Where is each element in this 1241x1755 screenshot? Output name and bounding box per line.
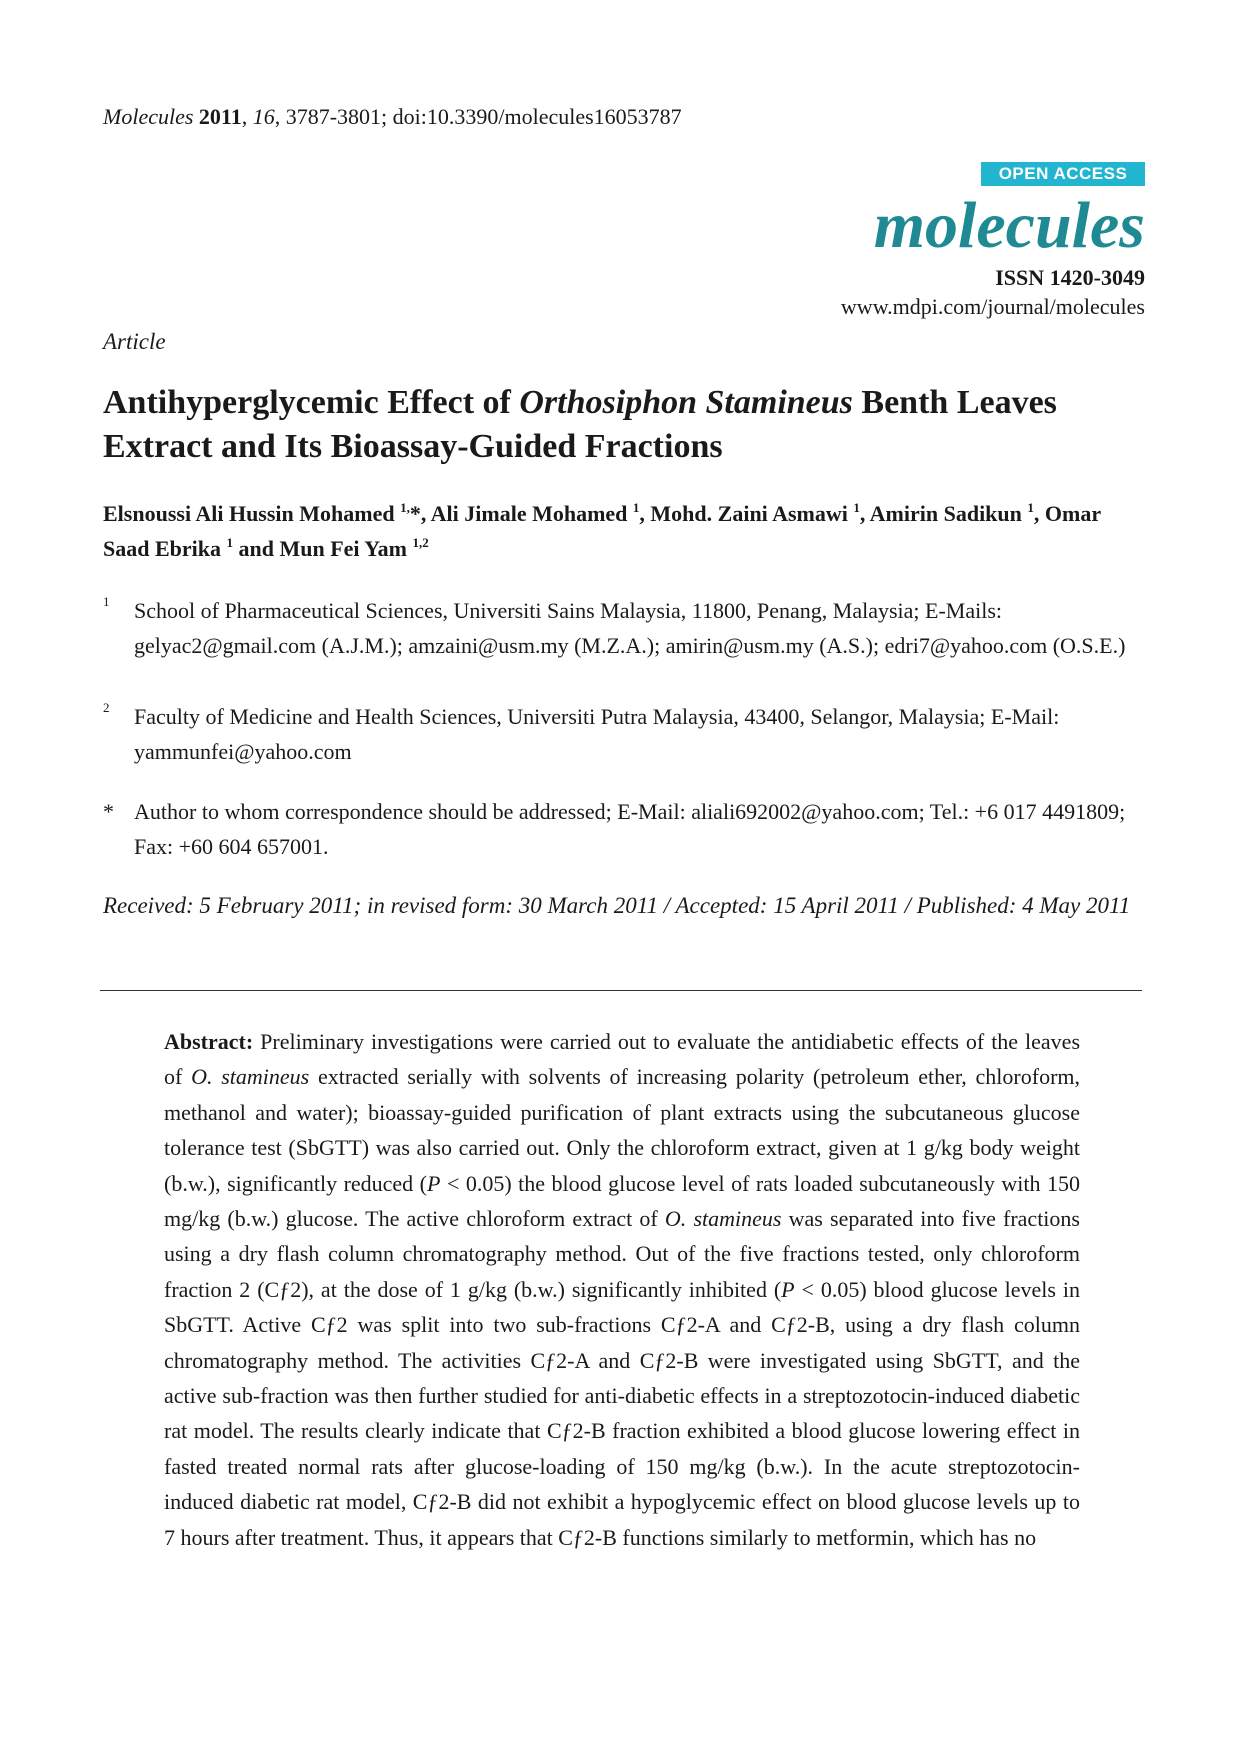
author-list xyxy=(103,496,1133,566)
correspondence-note xyxy=(103,794,1143,864)
correspondence-marker: * xyxy=(103,799,114,824)
abstract-species: O. stamineus xyxy=(191,1064,310,1090)
author-affiliation-mark: 1 xyxy=(226,535,233,550)
header-divider xyxy=(100,990,1142,991)
correspondence-text: Author to whom correspondence should be addressed; E-Mail: aliali692002@yahoo.com; Tel.: +6 017 4491809; Fax: +60 604 657001. xyxy=(134,799,1126,859)
affiliation-marker: 2 xyxy=(103,700,110,715)
author-affiliation-mark: 1 xyxy=(1027,500,1034,515)
author-name: Ali Jimale Mohamed xyxy=(430,501,633,526)
citation-line: Molecules 2011, 16, 3787-3801; doi:10.3390/molecules16053787 xyxy=(103,104,682,129)
abstract-label: Abstract: xyxy=(164,1029,254,1054)
author-affiliation-mark: 1 xyxy=(853,500,860,515)
abstract-p-symbol: P xyxy=(781,1276,795,1302)
paper-title xyxy=(103,381,1103,469)
abstract xyxy=(164,1024,1080,1555)
author-affiliation-mark: 1,2 xyxy=(412,535,429,550)
abstract-text: < 0.05) blood glucose levels in SbGTT. Active Cƒ2 was split into two sub-fractions Cƒ2-A and Cƒ2-B, using a dry flash column chromatography method. The activities Cƒ2-A and Cƒ2-B were investigated using SbGTT, and the active sub-fraction was then further studied for anti-diabetic effects in a streptozotocin-induced diabetic rat model. The results clearly indicate that Cƒ2-B fraction exhibited a blood glucose lowering effect in fasted treated normal rats after glucose-loading of 150 mg/kg (b.w.). In the acute streptozotocin-induced diabetic rat model, Cƒ2-B did not exhibit a hypoglycemic effect on blood glucose levels up to 7 hours after treatment. Thus, it appears that Cƒ2-B functions similarly to metformin, which has no xyxy=(164,1276,1080,1550)
author-separator: , xyxy=(859,501,870,526)
affiliation-text: Faculty of Medicine and Health Sciences, Universiti Putra Malaysia, 43400, Selangor, Malaysia; E-Mail: yammunfei@yahoo.com xyxy=(134,704,1060,764)
article-type: Article xyxy=(103,329,166,354)
author-separator: , xyxy=(639,501,651,526)
title-part-1: Antihyperglycemic Effect of xyxy=(103,384,520,421)
affiliation-marker: 1 xyxy=(103,594,110,609)
abstract-p-symbol: P xyxy=(427,1170,441,1196)
journal-logo: molecules xyxy=(873,189,1145,262)
author-affiliation-mark: 1, xyxy=(400,500,410,515)
issn: ISSN 1420-3049 xyxy=(995,265,1145,290)
journal-url: www.mdpi.com/journal/molecules xyxy=(840,294,1145,319)
abstract-text: was separated into five fractions using a dry flash column chromatography method. Out of the five fractions tested, only chloroform fraction 2 (Cƒ2), at the dose of 1 g/kg (b.w.) significantly inhibited ( xyxy=(164,1206,1080,1302)
affiliation-text: School of Pharmaceutical Sciences, Universiti Sains Malaysia, 11800, Penang, Malaysia; E-Mails: gelyac2@gmail.com (A.J.M.); amzaini@usm.my (M.Z.A.); amirin@usm.my (A.S.); edri7@yahoo.com (O.S.E.) xyxy=(134,598,1126,658)
author-separator: , xyxy=(1033,501,1045,526)
affiliation-2 xyxy=(103,699,1143,769)
abstract-species: O. stamineus xyxy=(664,1206,782,1232)
author-name: Mun Fei Yam xyxy=(279,536,413,561)
citation-journal: Molecules xyxy=(103,104,194,129)
author-separator: and xyxy=(233,536,280,561)
open-access-badge: OPEN ACCESS xyxy=(981,162,1145,186)
author-affiliation-mark: 1 xyxy=(632,500,640,515)
abstract-text: extracted serially with solvents of increasing polarity (petroleum ether, chloroform, methanol and water); bioassay-guided purification of plant extracts using the subcutaneous glucose tolerance test (SbGTT) was also carried out. Only the chloroform extract, given at 1 g/kg body weight (b.w.), significantly reduced ( xyxy=(164,1064,1081,1196)
author-name: Amirin Sadikun xyxy=(869,501,1028,526)
publication-dates: Received: 5 February 2011; in revised form: 30 March 2011 / Accepted: 15 April 2011 / Published: 4 May 2011 xyxy=(103,893,1131,918)
affiliation-1 xyxy=(103,593,1143,663)
author-name: Mohd. Zaini Asmawi xyxy=(650,501,854,526)
title-species: Orthosiphon Stamineus xyxy=(519,384,853,421)
citation-pages-doi: , 3787-3801; doi:10.3390/molecules16053787 xyxy=(274,104,682,129)
citation-year: 2011 xyxy=(198,104,242,129)
author-separator: *, xyxy=(409,501,431,526)
abstract-text: Preliminary investigations were carried out to evaluate the antidiabetic effects of the leaves of xyxy=(164,1029,1080,1090)
abstract-text: < 0.05) the blood glucose level of rats loaded subcutaneously with 150 mg/kg (b.w.) glucose. The active chloroform extract of xyxy=(164,1170,1080,1232)
author-name: Omar Saad Ebrika xyxy=(103,501,1101,561)
citation-volume: 16 xyxy=(252,104,275,129)
author-name: Elsnoussi Ali Hussin Mohamed xyxy=(103,501,401,526)
title-part-2: Benth Leaves Extract and Its Bioassay-Guided Fractions xyxy=(103,384,1057,465)
